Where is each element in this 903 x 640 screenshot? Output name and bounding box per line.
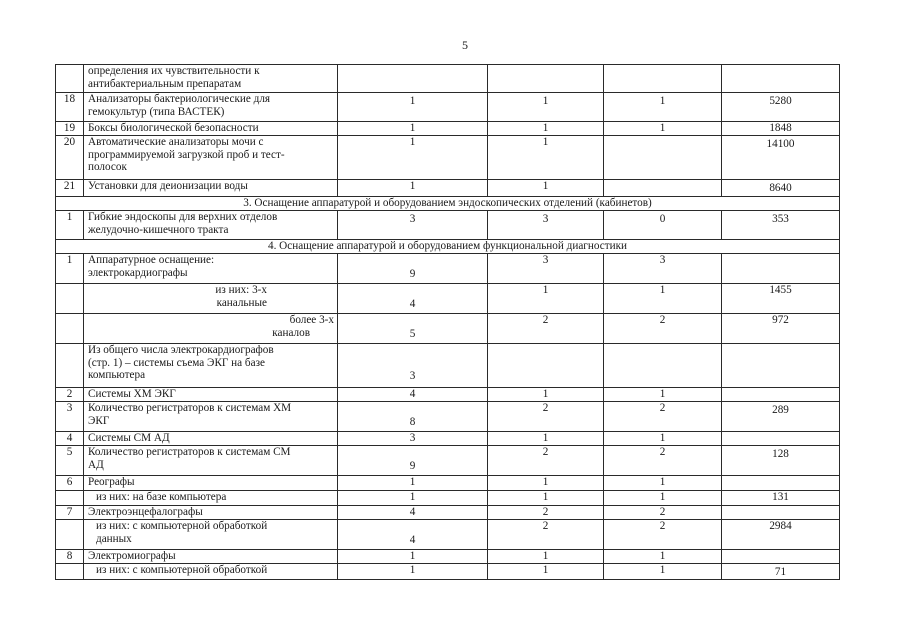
- equipment-table: [55, 64, 840, 580]
- row-name: Количество регистраторов к системам СМ АД: [84, 446, 338, 476]
- cell-col1: 1: [338, 476, 488, 491]
- row-number: [56, 564, 84, 580]
- section-heading: 4. Оснащение аппаратурой и оборудованием функциональной диагностики: [56, 240, 840, 254]
- cell-col3: [604, 180, 722, 197]
- table-row: [56, 122, 840, 136]
- cell-col1: 5: [338, 314, 488, 344]
- row-number: 1: [56, 254, 84, 284]
- cell-col2: 2: [488, 314, 604, 344]
- table-row: [56, 564, 840, 580]
- cell-col4: [722, 550, 840, 564]
- row-number: [56, 314, 84, 344]
- table-row: [56, 93, 840, 122]
- row-number: [56, 284, 84, 314]
- table-row: [56, 520, 840, 550]
- table-row: [56, 491, 840, 506]
- cell-col3: 1: [604, 284, 722, 314]
- cell-col4: 972: [722, 314, 840, 344]
- cell-col3: 2: [604, 402, 722, 432]
- row-name: Из общего числа электрокардиографов (стр. 1) – системы съема ЭКГ на базе компьютера: [84, 344, 338, 388]
- cell-col4: 8640: [722, 180, 840, 197]
- row-number: 4: [56, 432, 84, 446]
- cell-col1: 4: [338, 520, 488, 550]
- cell-col2: 1: [488, 136, 604, 180]
- table-row: [56, 136, 840, 180]
- cell-col2: 1: [488, 388, 604, 402]
- cell-col1: 1: [338, 136, 488, 180]
- cell-col2: 1: [488, 476, 604, 491]
- cell-col3: 3: [604, 254, 722, 284]
- cell-col3: 1: [604, 476, 722, 491]
- table-row: [56, 506, 840, 520]
- row-name: из них: с компьютерной обработкой: [84, 564, 338, 580]
- cell-col3: [604, 344, 722, 388]
- cell-col1: 3: [338, 211, 488, 240]
- cell-col3: 1: [604, 93, 722, 122]
- page-number: 5: [462, 38, 468, 52]
- table-row: [56, 284, 840, 314]
- cell-col4: 1848: [722, 122, 840, 136]
- row-number: [56, 520, 84, 550]
- row-name: из них: на базе компьютера: [84, 491, 338, 506]
- row-number: 1: [56, 211, 84, 240]
- table-row: [56, 388, 840, 402]
- cell-col2: 3: [488, 254, 604, 284]
- cell-col1: 3: [338, 344, 488, 388]
- row-name: Установки для деионизации воды: [84, 180, 338, 197]
- row-number: 21: [56, 180, 84, 197]
- row-number: 20: [56, 136, 84, 180]
- cell-col4: 131: [722, 491, 840, 506]
- cell-col2: 2: [488, 402, 604, 432]
- table-row: [56, 344, 840, 388]
- table-row: [56, 550, 840, 564]
- row-number: 2: [56, 388, 84, 402]
- cell-col3: 1: [604, 432, 722, 446]
- row-name: Системы СМ АД: [84, 432, 338, 446]
- cell-col2: 1: [488, 564, 604, 580]
- row-number: 19: [56, 122, 84, 136]
- cell-col4: 1455: [722, 284, 840, 314]
- cell-col4: 14100: [722, 136, 840, 180]
- cell-col4: [722, 506, 840, 520]
- row-number: [56, 65, 84, 93]
- cell-col3: 1: [604, 550, 722, 564]
- cell-col2: 2: [488, 446, 604, 476]
- section-row: [56, 197, 840, 211]
- cell-col3: 2: [604, 506, 722, 520]
- row-number: 3: [56, 402, 84, 432]
- cell-col4: 353: [722, 211, 840, 240]
- cell-col2: 2: [488, 506, 604, 520]
- cell-col4: [722, 476, 840, 491]
- cell-col1: 1: [338, 564, 488, 580]
- table-row: [56, 432, 840, 446]
- cell-col4: [722, 388, 840, 402]
- cell-col4: 71: [722, 564, 840, 580]
- cell-col2: 3: [488, 211, 604, 240]
- cell-col3: 1: [604, 122, 722, 136]
- row-number: [56, 344, 84, 388]
- row-name: Реографы: [84, 476, 338, 491]
- row-name: из них: с компьютерной обработкой данных: [84, 520, 338, 550]
- section-row: [56, 240, 840, 254]
- cell-col4: [722, 432, 840, 446]
- table-row: [56, 65, 840, 93]
- cell-col3: 0: [604, 211, 722, 240]
- cell-col4: [722, 344, 840, 388]
- row-name: Системы ХМ ЭКГ: [84, 388, 338, 402]
- cell-col2: 1: [488, 284, 604, 314]
- cell-col1: 3: [338, 432, 488, 446]
- cell-col2: 1: [488, 122, 604, 136]
- cell-col2: 2: [488, 520, 604, 550]
- cell-col2: [488, 65, 604, 93]
- row-number: 7: [56, 506, 84, 520]
- cell-col1: 1: [338, 491, 488, 506]
- cell-col2: [488, 344, 604, 388]
- table-row: [56, 446, 840, 476]
- cell-col2: 1: [488, 180, 604, 197]
- cell-col3: [604, 65, 722, 93]
- cell-col1: 9: [338, 254, 488, 284]
- cell-col4: 289: [722, 402, 840, 432]
- row-name: Электромиографы: [84, 550, 338, 564]
- cell-col1: 1: [338, 180, 488, 197]
- row-name: Аппаратурное оснащение: электрокардиографы: [84, 254, 338, 284]
- table-row: [56, 180, 840, 197]
- cell-col2: 1: [488, 432, 604, 446]
- cell-col3: 1: [604, 491, 722, 506]
- row-number: 18: [56, 93, 84, 122]
- section-heading: 3. Оснащение аппаратурой и оборудованием эндоскопических отделений (кабинетов): [56, 197, 840, 211]
- cell-col3: 2: [604, 446, 722, 476]
- cell-col4: 5280: [722, 93, 840, 122]
- cell-col3: 1: [604, 564, 722, 580]
- row-name: определения их чувствительности к антибактериальным препаратам: [84, 65, 338, 93]
- row-number: 6: [56, 476, 84, 491]
- row-number: 5: [56, 446, 84, 476]
- table-row: [56, 402, 840, 432]
- cell-col1: 1: [338, 93, 488, 122]
- row-name: Электроэнцефалографы: [84, 506, 338, 520]
- row-name: из них: 3-х канальные: [84, 284, 338, 314]
- cell-col3: 2: [604, 314, 722, 344]
- cell-col2: 1: [488, 491, 604, 506]
- cell-col1: 4: [338, 388, 488, 402]
- cell-col1: 8: [338, 402, 488, 432]
- row-name: Боксы биологической безопасности: [84, 122, 338, 136]
- row-number: 8: [56, 550, 84, 564]
- row-name: более 3-х каналов: [84, 314, 338, 344]
- table-row: [56, 476, 840, 491]
- cell-col1: 1: [338, 550, 488, 564]
- row-name: Анализаторы бактериологические для гемокультур (типа ВАСТЕК): [84, 93, 338, 122]
- cell-col1: [338, 65, 488, 93]
- row-name: Количество регистраторов к системам ХМ ЭКГ: [84, 402, 338, 432]
- cell-col3: [604, 136, 722, 180]
- cell-col4: 128: [722, 446, 840, 476]
- cell-col4: 2984: [722, 520, 840, 550]
- row-name: Автоматические анализаторы мочи с программируемой загрузкой проб и тест- полосок: [84, 136, 338, 180]
- table-row: [56, 211, 840, 240]
- cell-col1: 9: [338, 446, 488, 476]
- table-row: [56, 314, 840, 344]
- cell-col1: 1: [338, 122, 488, 136]
- cell-col3: 2: [604, 520, 722, 550]
- cell-col2: 1: [488, 93, 604, 122]
- cell-col4: [722, 254, 840, 284]
- cell-col4: [722, 65, 840, 93]
- cell-col1: 4: [338, 506, 488, 520]
- row-name: Гибкие эндоскопы для верхних отделов желудочно-кишечного тракта: [84, 211, 338, 240]
- cell-col3: 1: [604, 388, 722, 402]
- cell-col2: 1: [488, 550, 604, 564]
- row-number: [56, 491, 84, 506]
- cell-col1: 4: [338, 284, 488, 314]
- table-row: [56, 254, 840, 284]
